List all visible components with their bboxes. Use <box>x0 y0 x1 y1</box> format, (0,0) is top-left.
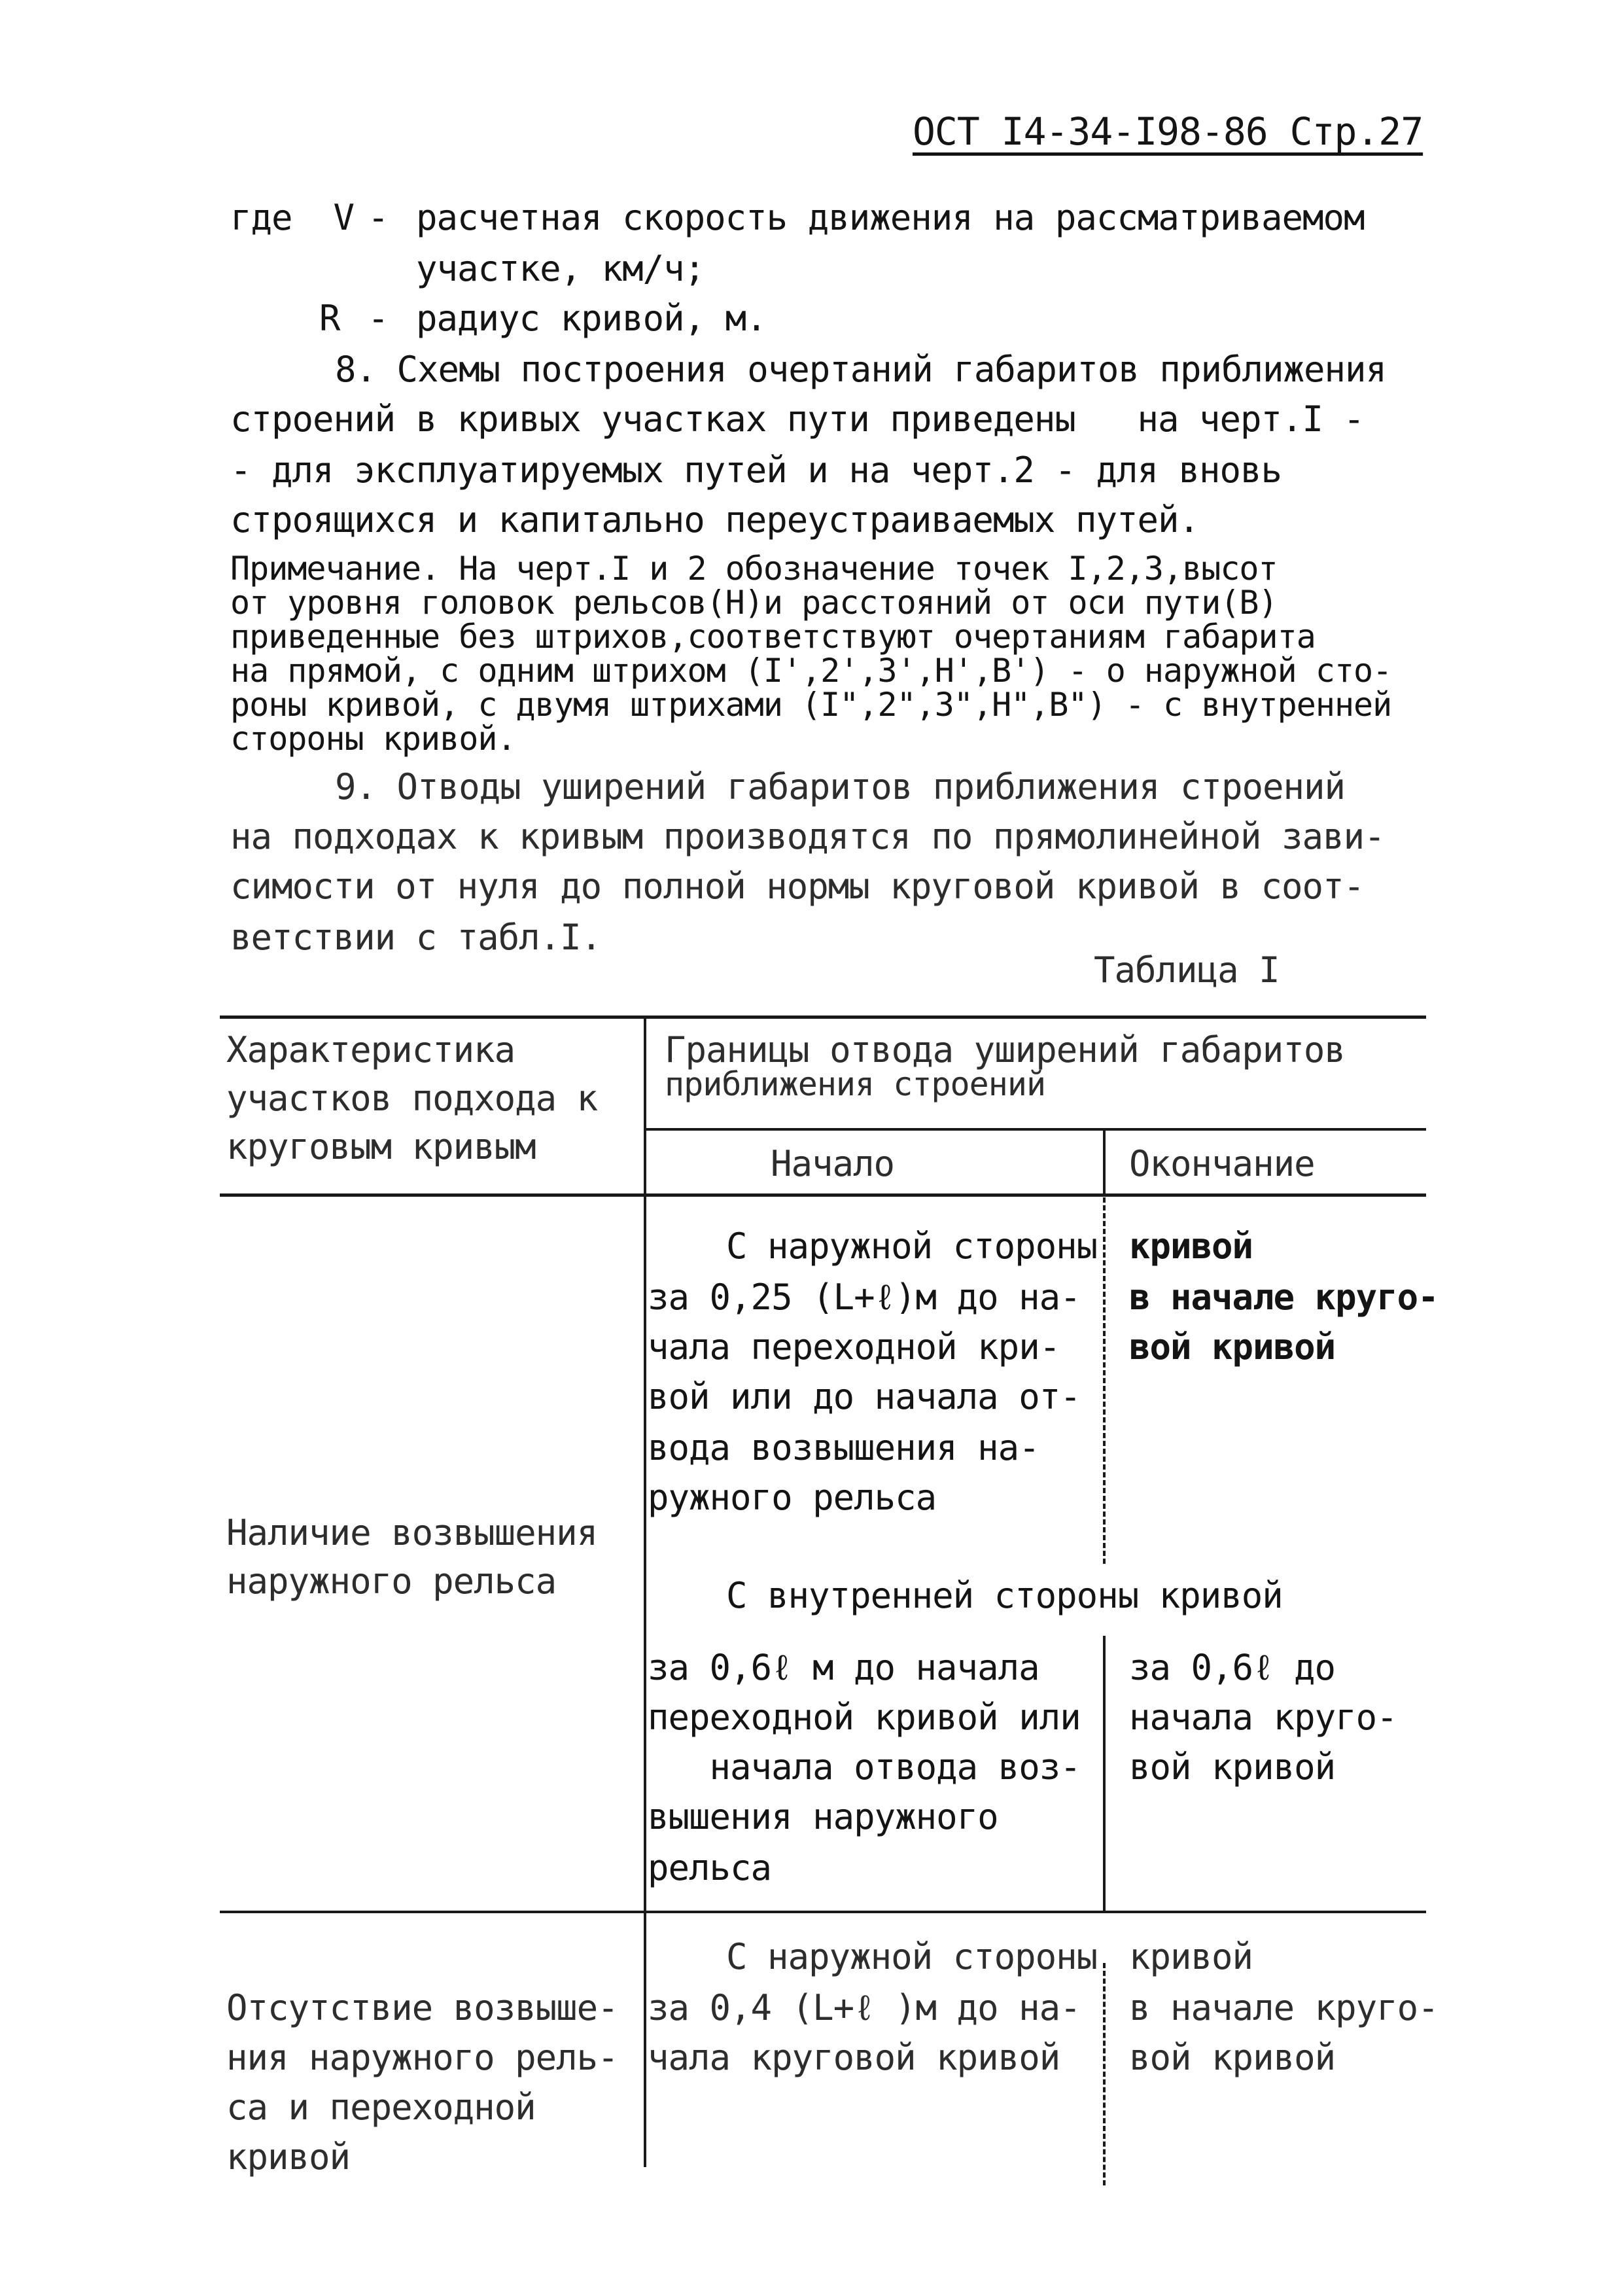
row1-sub2-start-line-1: за 0,6ℓ м до начала <box>648 1647 1039 1688</box>
row1-sub1-start-line-2: чала переходной кри- <box>648 1326 1060 1368</box>
row1-sub2-start-line-2: переходной кривой или <box>648 1697 1081 1738</box>
table-col3-header: Окончание <box>1129 1143 1315 1184</box>
row2-sub-title: С наружной стороны <box>726 1936 1098 1977</box>
row1-sub1-start-line-3: вой или до начала от- <box>648 1376 1081 1417</box>
table-subheader-border <box>644 1128 1426 1131</box>
para8-line-2: строений в кривых участках пути приведены на черт.I - <box>230 398 1365 440</box>
row1-sub2-end-line-3: вой кривой <box>1129 1746 1336 1788</box>
def-v-line-1: расчетная скорость движения на рассматриваемом <box>416 197 1365 238</box>
row1-sub1-end-line-2: вой кривой <box>1129 1326 1336 1368</box>
para8-line-4: строящихся и капитально переустраиваемых путей. <box>230 499 1200 540</box>
row2-label-line-1: Отсутствие возвыше- <box>226 1987 618 2028</box>
row2-start-line-1: за 0,4 (L+ℓ )м до на- <box>648 1987 1081 2028</box>
row2-sub-title-cont: кривой <box>1129 1936 1253 1977</box>
row1-sub1-start-line-1: за 0,25 (L+ℓ)м до на- <box>648 1277 1081 1318</box>
table-column-divider-2-row2 <box>1103 1963 1106 2185</box>
row2-label-line-4: кривой <box>226 2136 351 2178</box>
table-caption: Таблица I <box>1094 949 1280 991</box>
para9-line-2: на подходах к кривым производятся по прямолинейной зави- <box>230 816 1385 857</box>
row1-sub1-end-line-1: в начале круго- <box>1129 1277 1439 1318</box>
def-r-symbol: R <box>319 298 340 339</box>
para8-line-1: 8. Схемы построения очертаний габаритов приближения <box>335 349 1387 390</box>
row1-sub2-start-line-4: вышения наружного <box>648 1796 998 1837</box>
note-line-1: Примечание. На черт.I и 2 обозначение точек I,2,3,высот <box>230 550 1278 588</box>
para9-line-3: симости от нуля до полной нормы круговой кривой в соот- <box>230 866 1365 907</box>
para9-line-4: ветствии с табл.I. <box>230 917 602 958</box>
note-line-6: стороны кривой. <box>230 720 516 758</box>
table-col23-header-line-1: Границы отвода уширений габаритов <box>665 1029 1345 1070</box>
table-col1-header-line-2: участков подхода к <box>226 1078 598 1119</box>
table-col1-header-line-1: Характеристика <box>226 1029 515 1070</box>
note-line-3: приведенные без штрихов,соответствуют очертаниям габарита <box>230 618 1316 656</box>
table-row-separator <box>220 1911 1426 1913</box>
row1-sub2-start-line-3: начала отвода воз- <box>648 1746 1081 1788</box>
note-line-2: от уровня головок рельсов(Н)и расстояний от оси пути(В) <box>230 584 1278 622</box>
table-top-border <box>220 1016 1426 1019</box>
row1-sub1-start-line-5: ружного рельса <box>648 1477 937 1518</box>
row2-start-line-2: чала круговой кривой <box>648 2037 1060 2078</box>
row1-label-line-1: Наличие возвышения <box>226 1512 598 1553</box>
row1-sub1-start-line-4: вода возвышения на- <box>648 1427 1039 1468</box>
table-col23-header-line-2: приближения строений <box>665 1065 1046 1103</box>
table-column-divider-2-row1b <box>1103 1636 1106 1911</box>
note-line-4: на прямой, с одним штрихом (I',2',3',Н',В') - о наружной сто- <box>230 652 1392 690</box>
row1-sub1-title: С наружной стороны <box>726 1226 1098 1267</box>
para8-line-3: - для эксплуатируемых путей и на черт.2 - для вновь <box>230 450 1282 491</box>
para9-line-1: 9. Отводы уширений габаритов приближения строений <box>335 766 1346 807</box>
note-line-5: роны кривой, с двумя штрихами (I",2",3",Н",В") - с внутренней <box>230 686 1392 724</box>
document-reference: ОСТ I4-34-I98-86 Стр.27 <box>913 109 1423 154</box>
def-v-dash: - <box>368 197 389 238</box>
def-r-dash: - <box>368 298 389 339</box>
table-column-divider-2-header <box>1103 1129 1106 1195</box>
row2-end-line-2: вой кривой <box>1129 2037 1336 2078</box>
table-column-divider-1 <box>644 1016 646 2167</box>
def-v-line-2: участке, км/ч; <box>416 248 705 289</box>
row2-label-line-3: са и переходной <box>226 2087 536 2128</box>
row1-sub2-end-line-2: начала круго- <box>1129 1697 1397 1738</box>
row1-sub2-start-line-5: рельса <box>648 1847 772 1888</box>
row1-sub2-title: С внутренней стороны кривой <box>726 1575 1283 1616</box>
table-col2-header: Начало <box>771 1143 895 1184</box>
row2-end-line-1: в начале круго- <box>1129 1987 1439 2028</box>
table-header-bottom-border <box>220 1193 1426 1197</box>
table-col1-header-line-3: круговым кривым <box>226 1126 536 1167</box>
def-v-symbol: где V <box>230 197 355 238</box>
table-column-divider-2-row1a <box>1103 1197 1106 1564</box>
row1-sub1-title-cont: кривой <box>1129 1226 1253 1267</box>
row2-label-line-2: ния наружного рель- <box>226 2037 618 2078</box>
def-r-line-1: радиус кривой, м. <box>416 298 767 339</box>
row1-label-line-2: наружного рельса <box>226 1561 557 1602</box>
row1-sub2-end-line-1: за 0,6ℓ до <box>1129 1647 1336 1688</box>
